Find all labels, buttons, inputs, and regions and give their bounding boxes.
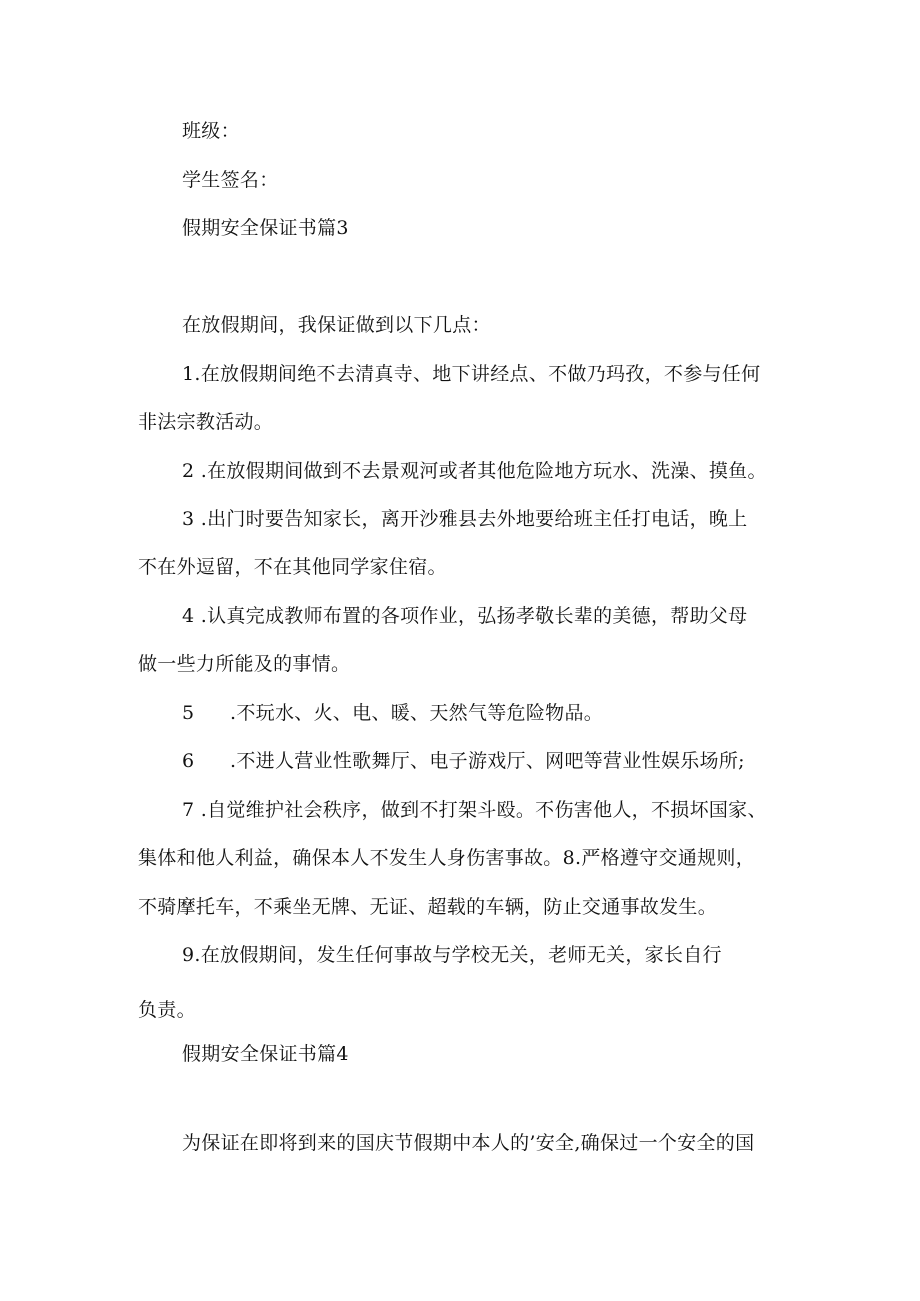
item7-line1: 7 .自觉维护社会秩序，做到不打架斗殴。不伤害他人，不损坏国家、 <box>182 799 767 821</box>
intro3-paragraph: 在放假期间，我保证做到以下几点： <box>182 314 491 336</box>
section3-title: 假期安全保证书篇3 <box>182 217 349 239</box>
item4-line2: 做一些力所能及的事情。 <box>138 653 351 675</box>
item4-line1: 4 .认真完成教师布置的各项作业，弘扬孝敬长辈的美德，帮助父母 <box>182 605 748 627</box>
item5-number: 5 <box>182 702 195 724</box>
item9-line1: 9.在放假期间，发生任何事故与学校无关，老师无关，家长自行 <box>182 944 722 966</box>
item1-line2: 非法宗教活动。 <box>138 411 274 433</box>
signature-label: 学生签名： <box>182 169 279 191</box>
item3-line1: 3 .出门时要告知家长，离开沙雅县去外地要给班主任打电话，晚上 <box>182 508 748 530</box>
item9-line2: 负责。 <box>138 999 196 1021</box>
class-label: 班级： <box>182 120 240 142</box>
item6-text: .不进人营业性歌舞厅、电子游戏厅、网吧等营业性娱乐场所; <box>230 750 745 772</box>
item6-line <box>182 749 745 773</box>
item6-number: 6 <box>182 750 195 772</box>
item7-line2: 集体和他人利益，确保本人不发生人身伤害事故。8.严格遵守交通规则， <box>138 847 756 869</box>
item5-text: .不玩水、火、电、暖、天然气等危险物品。 <box>230 702 604 724</box>
intro4-paragraph: 为保证在即将到来的国庆节假期中本人的’安全,确保过一个安全的国 <box>182 1132 755 1154</box>
item5-line <box>182 701 603 725</box>
section4-title: 假期安全保证书篇4 <box>182 1043 349 1065</box>
item3-line2: 不在外逗留，不在其他同学家住宿。 <box>138 556 447 578</box>
item2-line: 2 .在放假期间做到不去景观河或者其他危险地方玩水、洗澡、摸鱼。 <box>182 460 767 482</box>
item1-line1: 1.在放假期间绝不去清真寺、地下讲经点、不做乃玛孜，不参与任何 <box>182 363 761 385</box>
item7-line3: 不骑摩托车，不乘坐无牌、无证、超载的车辆，防止交通事故发生。 <box>138 896 718 918</box>
